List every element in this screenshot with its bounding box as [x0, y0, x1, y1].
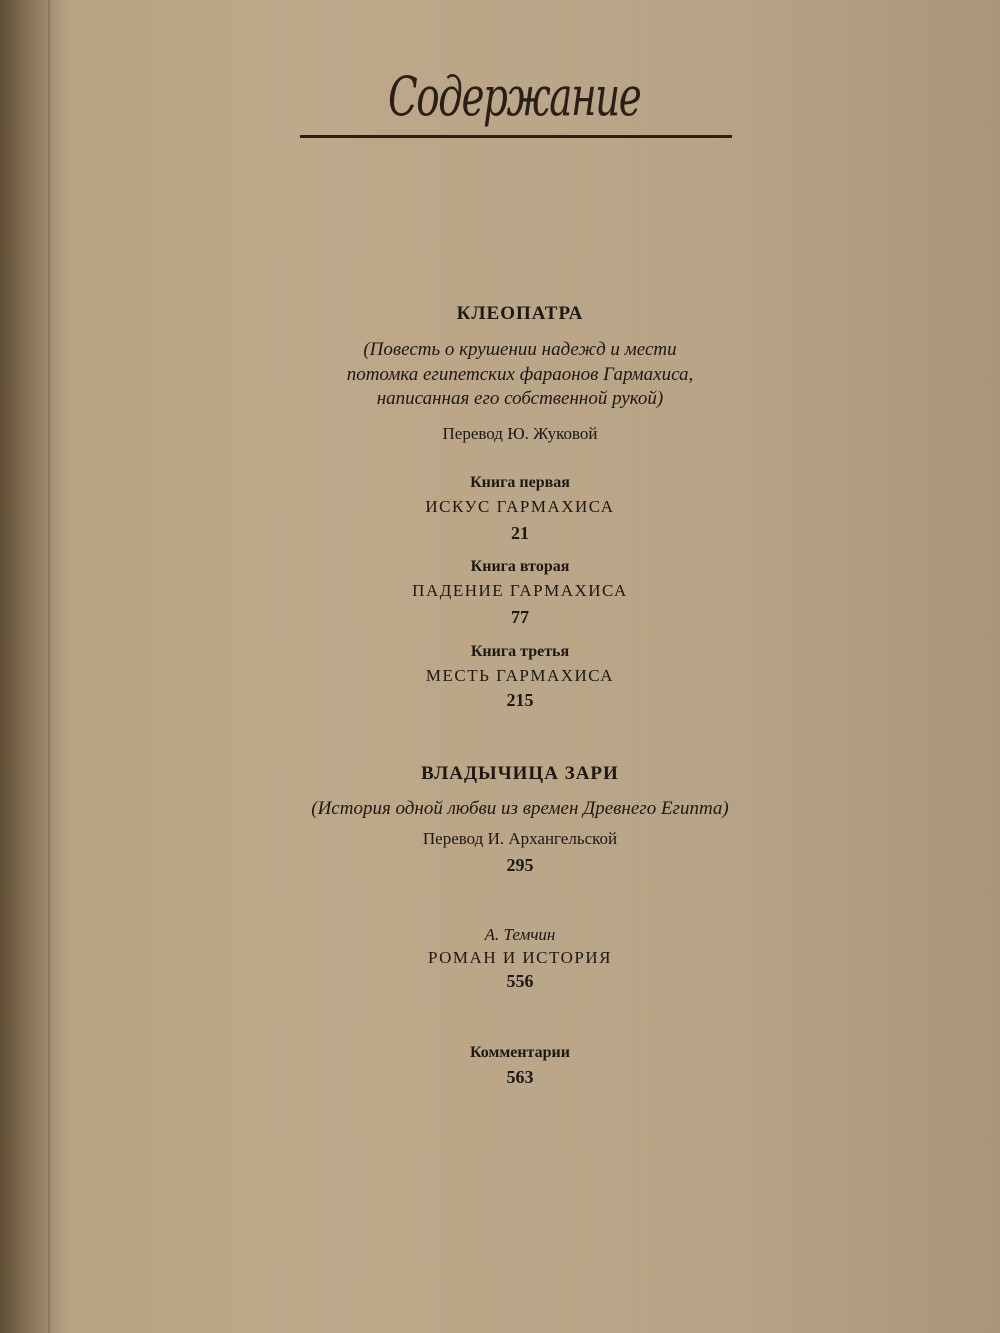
- dawn-page: 295: [506, 855, 534, 875]
- cleopatra-subtitle-line-3: написанная его собственной рукой): [376, 388, 664, 409]
- cleopatra-subtitle-line-1: (Повесть о крушении надежд и мести: [363, 339, 677, 360]
- heading-rule: [300, 135, 732, 138]
- essay-author: А. Темчин: [484, 925, 556, 944]
- work-title-dawn: ВЛАДЫЧИЦА ЗАРИ: [421, 763, 619, 784]
- commentary-page: 563: [506, 1067, 534, 1087]
- work-title-cleopatra: КЛЕОПАТРА: [456, 303, 584, 324]
- commentary-title: Комментарии: [469, 1044, 570, 1061]
- gutter-shadow: [0, 0, 70, 1333]
- book-3-title: МЕСТЬ ГАРМАХИСА: [425, 666, 615, 685]
- spine-edge: [48, 0, 50, 1333]
- cleopatra-translator: Перевод Ю. Жуковой: [442, 424, 598, 443]
- contents-heading: Содержание: [388, 65, 641, 128]
- book-2-page: 77: [511, 607, 529, 627]
- book-1-label: Книга первая: [470, 474, 570, 491]
- book-3-label: Книга третья: [470, 643, 570, 660]
- cleopatra-subtitle-line-2: потомка египетских фараонов Гармахиса,: [346, 364, 694, 385]
- book-1-title: ИСКУС ГАРМАХИСА: [425, 497, 615, 516]
- book-3-page: 215: [506, 690, 534, 710]
- dawn-subtitle: (История одной любви из времен Древнего Египта): [311, 798, 729, 819]
- heading-block: [300, 55, 740, 195]
- book-2-title: ПАДЕНИЕ ГАРМАХИСА: [412, 581, 628, 600]
- essay-page: 556: [506, 971, 534, 991]
- book-1-page: 21: [511, 523, 529, 543]
- book-2-label: Книга вторая: [470, 558, 570, 575]
- dawn-translator: Перевод И. Архангельской: [422, 829, 618, 848]
- essay-title: РОМАН И ИСТОРИЯ: [427, 948, 612, 967]
